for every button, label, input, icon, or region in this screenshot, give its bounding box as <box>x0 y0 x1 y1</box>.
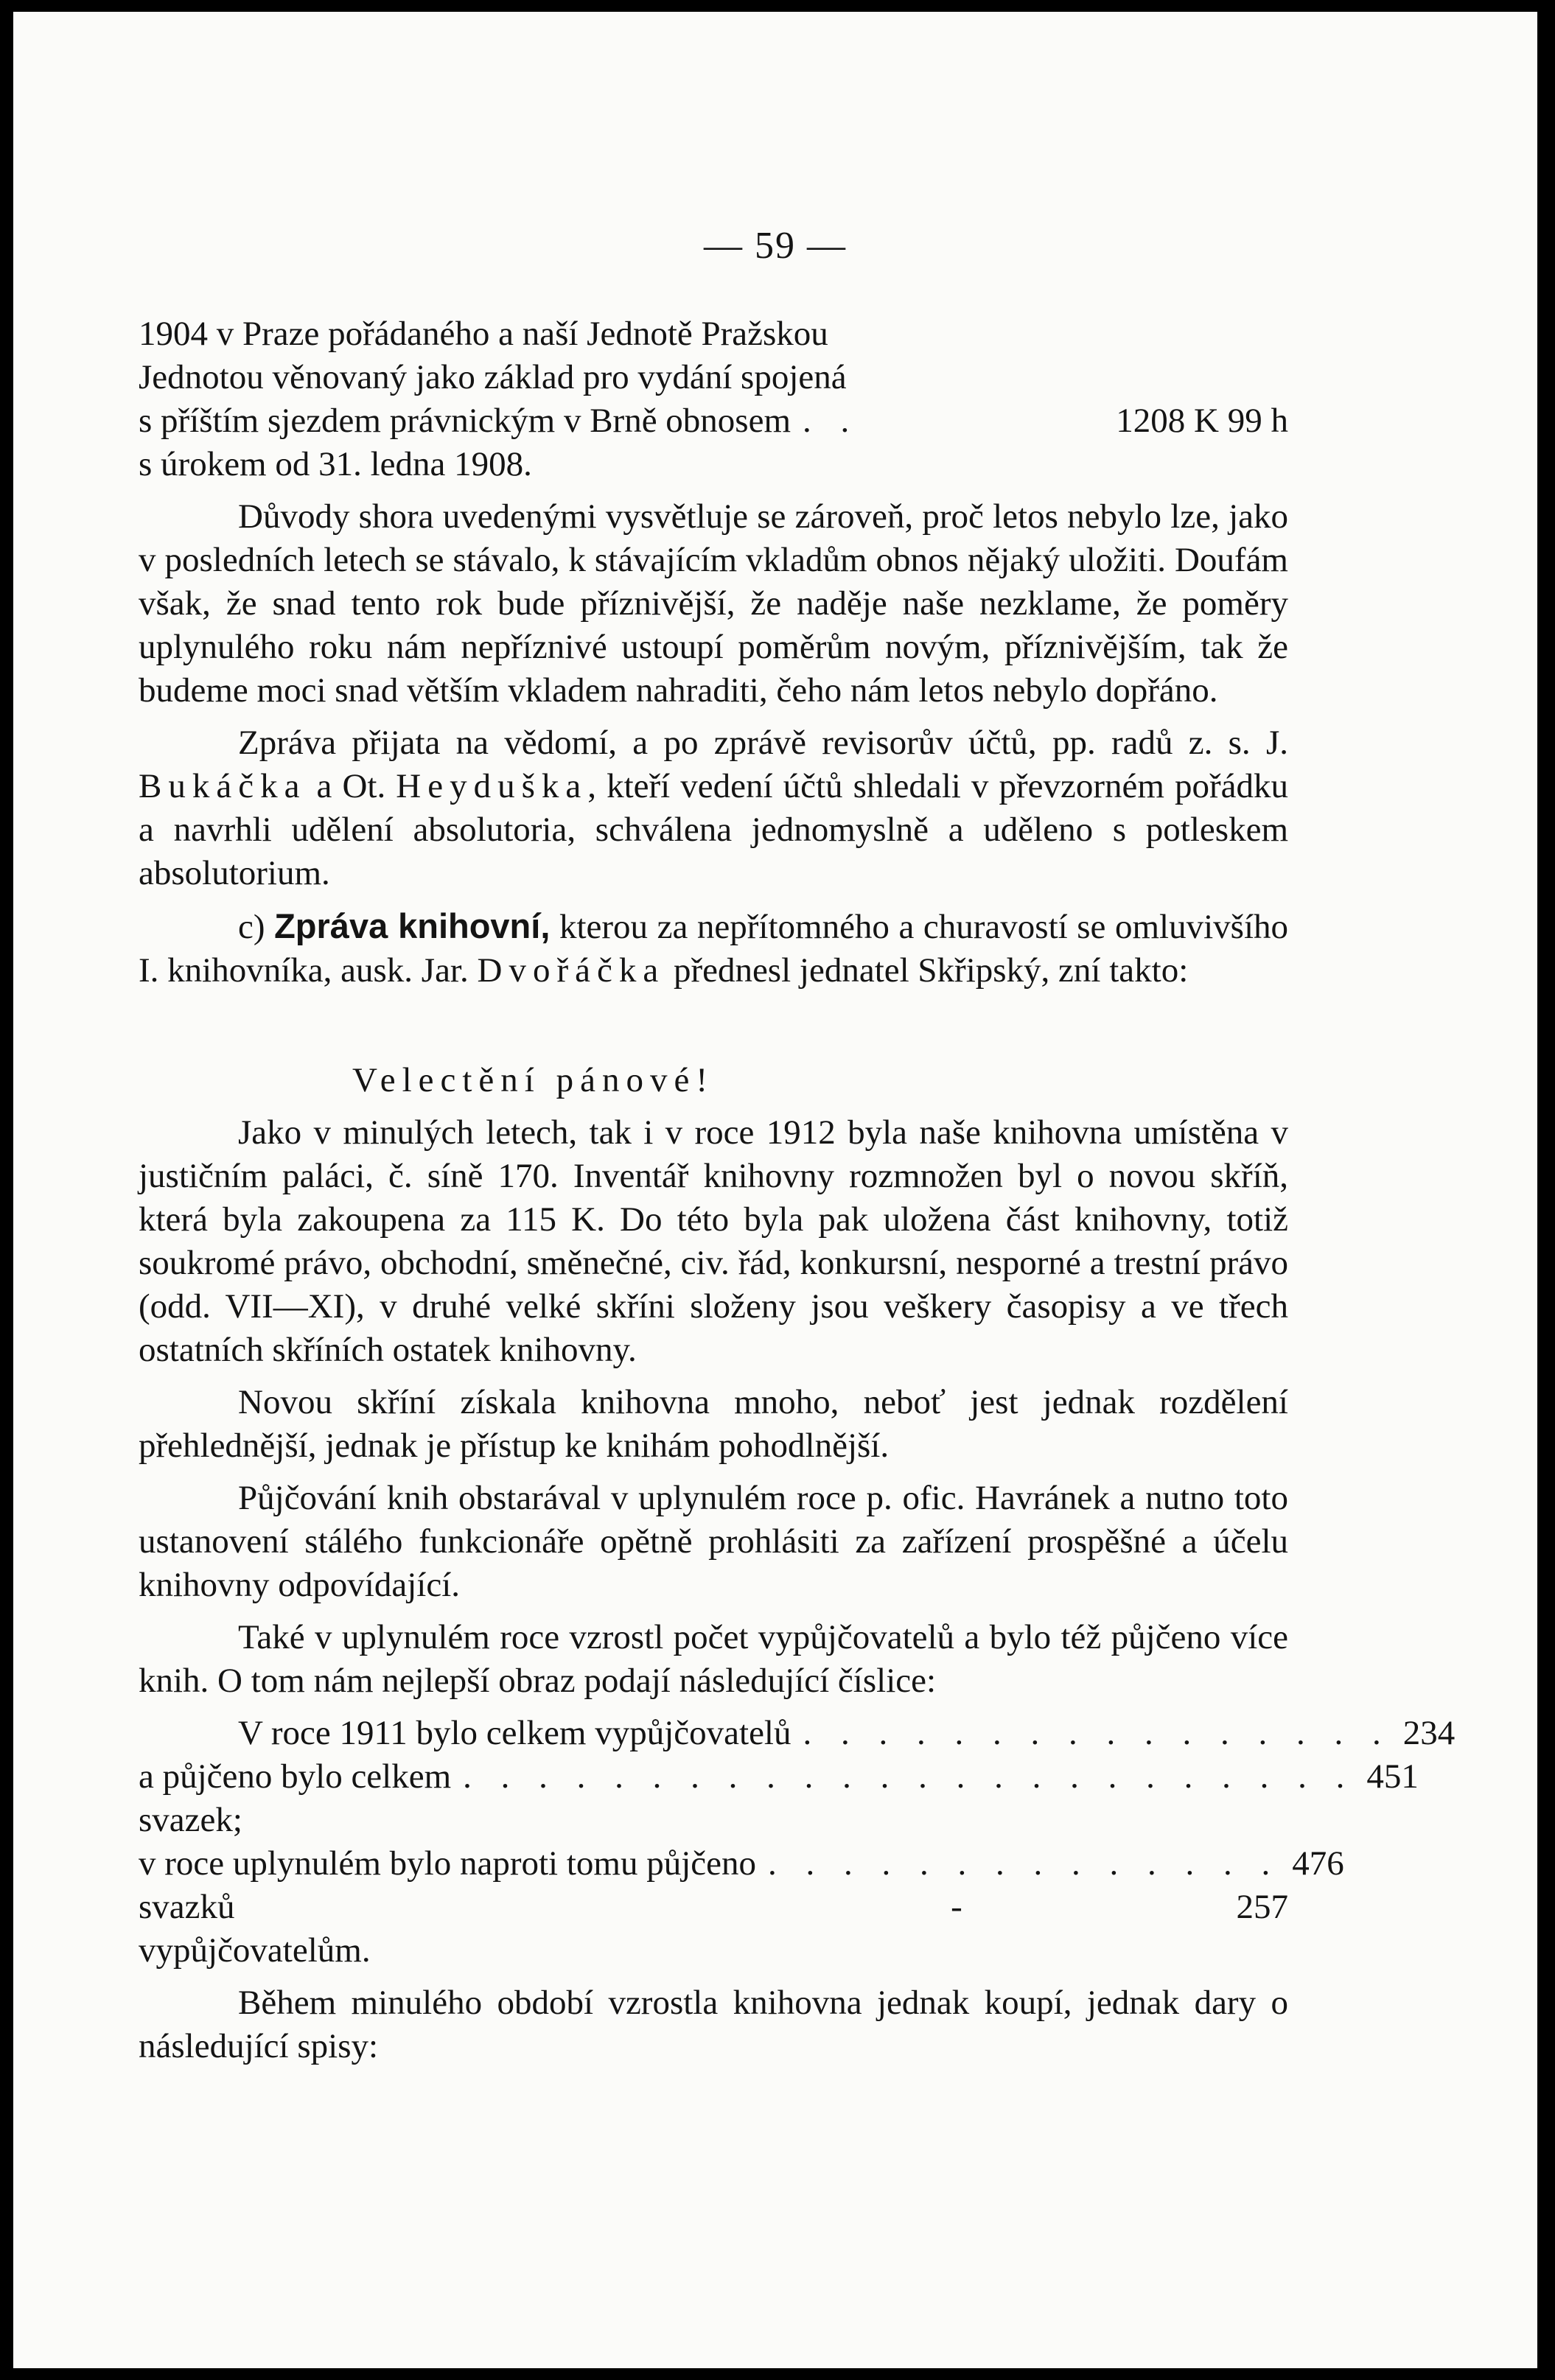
paragraph-7: Půjčování knih obstarával v uplynulém roce p. ofic. Havránek a nutno toto ustanovení stálého funkcionáře opětně prohlásiti za zařízení prospěšné a účelu knihovny odpovídající. <box>139 1479 1288 1604</box>
paragraph-5: Jako v minulých letech, tak i v roce 1912 byla naše knihovna umístěna v justičním paláci, č. síně 170. Inventář knihovny rozmnožen byl o novou skříň, která byla zakoupena za 115 K. Do této byla pak uložena část knihovny, totiž soukromé právo, obchodní, směnečné, civ. řád, konkursní, nesporné a trestní právo (odd. VII—XI), v druhé velké skříni složeny jsou veškery časopisy a ve třech ostatních skříních ostatek knihovny. <box>139 1113 1288 1369</box>
stat-row: svazků - 257 <box>139 1888 1288 1926</box>
stat-continuation: svazek; <box>139 1801 242 1839</box>
stat-continuation: vypůjčovatelům. <box>139 1931 371 1970</box>
salutation: Velectění pánové! <box>352 1061 714 1099</box>
stat-row: V roce 1911 bylo celkem vypůjčovatelů . . . . . . . . . . . . . . . . 234 <box>238 1714 1456 1752</box>
paragraph-8: Také v uplynulém roce vzrostl počet vypůjčovatelů a bylo též půjčeno více knih. O tom nám nejlepší obraz podají následující číslice: <box>139 1618 1288 1700</box>
page-number: — 59 — <box>704 225 847 267</box>
statistics-list <box>139 1712 1456 1755</box>
paragraph-9: Během minulého období vzrostla knihovna jednak koupí, jednak dary o následující spisy: <box>139 1984 1288 2065</box>
deposit-row: s příštím sjezdem právnickým v Brně obnosem . . 1208 K 99 h <box>139 402 1288 440</box>
page <box>13 12 1537 2368</box>
paragraph-3: Zpráva přijata na vědomí, a po zprávě revisorův účtů, pp. radů z. s. J. Bukáčka a Ot. Heyduška, kteří vedení účtů shledali v převzorném pořádku a navrhli udělení absolutoria, schválena jednomyslně a uděleno s potleskem absolutorium. <box>139 724 1288 892</box>
paragraph-4: c) Zpráva knihovní, kterou za nepřítomného a churavostí se omluvivšího I. knihovníka, ausk. Jar. Dvořáčka přednesl jednatel Skřipský, zní takto: <box>139 906 1289 990</box>
paragraph-2: Důvody shora uvedenými vysvětluje se zároveň, proč letos nebylo lze, jako v posledních letech se stávalo, k stávajícím vkladům obnos nějaký uložiti. Doufám však, že snad tento rok bude příznivější, že naděje naše nezklame, že poměry uplynulého roku nám nepříznivé ustoupí poměrům novým, příznivějším, tak že budeme moci snad větším vkladem nahraditi, čeho nám letos nebylo dopřáno. <box>139 497 1288 710</box>
paragraph-1-line: Jednotou věnovaný jako základ pro vydání spojená <box>139 358 847 396</box>
paragraph-1-end: s úrokem od 31. ledna 1908. <box>139 445 532 483</box>
paragraph-1-head: 1904 v Praze pořádaného a naší Jednotě Pražskou <box>139 315 828 353</box>
stat-row: a půjčeno bylo celkem . . . . . . . . . . . . . . . . . . . . . . . . 451 <box>139 1757 1419 1796</box>
body-text <box>139 312 1456 2077</box>
paragraph-6: Novou skříní získala knihovna mnoho, neboť jest jednak rozdělení přehlednější, jednak je přístup ke knihám pohodlnější. <box>139 1383 1288 1465</box>
stat-row: v roce uplynulém bylo naproti tomu půjčeno . . . . . . . . . . . . . . 476 <box>139 1844 1344 1883</box>
